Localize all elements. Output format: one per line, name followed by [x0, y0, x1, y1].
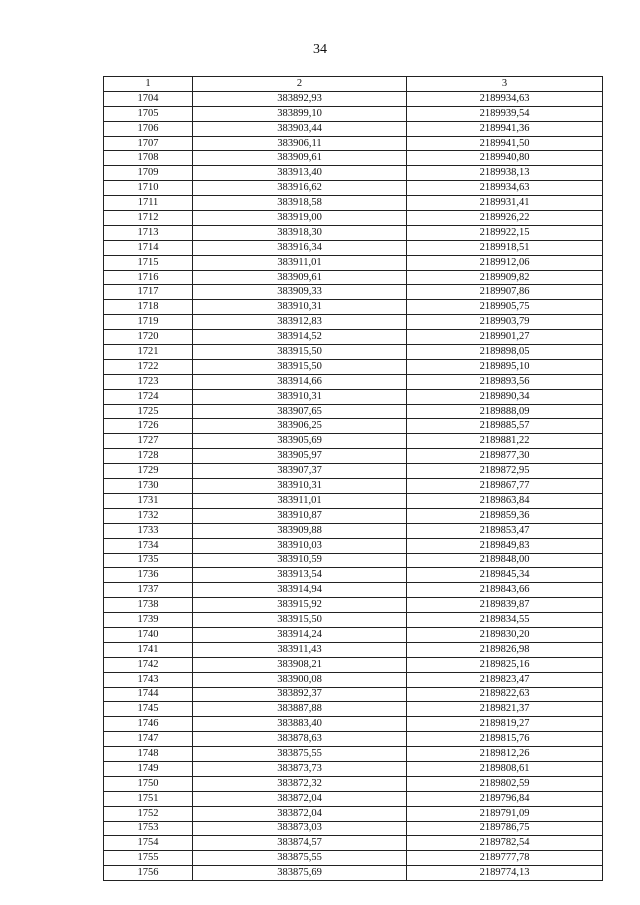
cell-x-coordinate: 383914,52: [193, 330, 407, 345]
cell-point-number: 1744: [104, 687, 193, 702]
table-row: [104, 613, 603, 628]
cell-point-number: 1732: [104, 508, 193, 523]
cell-y-coordinate: 2189849,83: [407, 538, 603, 553]
cell-y-coordinate: 2189819,27: [407, 717, 603, 732]
table-row: [104, 315, 603, 330]
cell-point-number: 1743: [104, 672, 193, 687]
cell-point-number: 1753: [104, 821, 193, 836]
cell-point-number: 1748: [104, 747, 193, 762]
table-row: [104, 270, 603, 285]
table-row: [104, 359, 603, 374]
table-body: [104, 91, 603, 880]
cell-x-coordinate: 383914,94: [193, 583, 407, 598]
cell-x-coordinate: 383906,25: [193, 419, 407, 434]
cell-point-number: 1714: [104, 240, 193, 255]
cell-y-coordinate: 2189834,55: [407, 613, 603, 628]
cell-point-number: 1733: [104, 523, 193, 538]
table-row: [104, 345, 603, 360]
table-row: [104, 225, 603, 240]
table-row: [104, 419, 603, 434]
cell-x-coordinate: 383872,04: [193, 791, 407, 806]
table-row: [104, 404, 603, 419]
table-row: [104, 732, 603, 747]
cell-y-coordinate: 2189885,57: [407, 419, 603, 434]
cell-point-number: 1731: [104, 493, 193, 508]
cell-y-coordinate: 2189825,16: [407, 657, 603, 672]
cell-x-coordinate: 383914,24: [193, 627, 407, 642]
cell-point-number: 1724: [104, 389, 193, 404]
cell-point-number: 1735: [104, 553, 193, 568]
cell-x-coordinate: 383911,01: [193, 493, 407, 508]
cell-y-coordinate: 2189822,63: [407, 687, 603, 702]
cell-y-coordinate: 2189890,34: [407, 389, 603, 404]
table-row: [104, 434, 603, 449]
cell-y-coordinate: 2189821,37: [407, 702, 603, 717]
cell-y-coordinate: 2189774,13: [407, 866, 603, 881]
cell-x-coordinate: 383892,93: [193, 91, 407, 106]
header-cell-point-number: 1: [104, 77, 193, 92]
table-row: [104, 866, 603, 881]
table-row: [104, 166, 603, 181]
cell-point-number: 1751: [104, 791, 193, 806]
table-row: [104, 806, 603, 821]
table-row: [104, 687, 603, 702]
cell-x-coordinate: 383910,03: [193, 538, 407, 553]
cell-point-number: 1749: [104, 761, 193, 776]
table-row: [104, 196, 603, 211]
cell-point-number: 1707: [104, 136, 193, 151]
cell-x-coordinate: 383907,65: [193, 404, 407, 419]
cell-point-number: 1718: [104, 300, 193, 315]
cell-point-number: 1734: [104, 538, 193, 553]
cell-y-coordinate: 2189872,95: [407, 464, 603, 479]
cell-y-coordinate: 2189912,06: [407, 255, 603, 270]
cell-y-coordinate: 2189918,51: [407, 240, 603, 255]
cell-y-coordinate: 2189941,50: [407, 136, 603, 151]
cell-y-coordinate: 2189881,22: [407, 434, 603, 449]
cell-point-number: 1745: [104, 702, 193, 717]
cell-x-coordinate: 383909,88: [193, 523, 407, 538]
cell-point-number: 1721: [104, 345, 193, 360]
cell-y-coordinate: 2189905,75: [407, 300, 603, 315]
table-row: [104, 598, 603, 613]
cell-y-coordinate: 2189907,86: [407, 285, 603, 300]
cell-point-number: 1713: [104, 225, 193, 240]
cell-y-coordinate: 2189941,36: [407, 121, 603, 136]
table-row: [104, 747, 603, 762]
cell-point-number: 1726: [104, 419, 193, 434]
cell-x-coordinate: 383892,37: [193, 687, 407, 702]
cell-x-coordinate: 383913,40: [193, 166, 407, 181]
cell-x-coordinate: 383875,55: [193, 851, 407, 866]
cell-y-coordinate: 2189903,79: [407, 315, 603, 330]
cell-x-coordinate: 383910,31: [193, 389, 407, 404]
cell-x-coordinate: 383909,61: [193, 151, 407, 166]
cell-point-number: 1747: [104, 732, 193, 747]
table-row: [104, 538, 603, 553]
cell-y-coordinate: 2189786,75: [407, 821, 603, 836]
table-row: [104, 553, 603, 568]
table-row: [104, 240, 603, 255]
cell-point-number: 1709: [104, 166, 193, 181]
cell-x-coordinate: 383878,63: [193, 732, 407, 747]
cell-y-coordinate: 2189839,87: [407, 598, 603, 613]
cell-point-number: 1756: [104, 866, 193, 881]
cell-y-coordinate: 2189848,00: [407, 553, 603, 568]
cell-x-coordinate: 383915,50: [193, 359, 407, 374]
page-number: 34: [313, 42, 327, 57]
cell-x-coordinate: 383915,92: [193, 598, 407, 613]
cell-point-number: 1717: [104, 285, 193, 300]
cell-point-number: 1727: [104, 434, 193, 449]
cell-y-coordinate: 2189901,27: [407, 330, 603, 345]
cell-point-number: 1737: [104, 583, 193, 598]
cell-y-coordinate: 2189823,47: [407, 672, 603, 687]
cell-y-coordinate: 2189812,26: [407, 747, 603, 762]
table-row: [104, 761, 603, 776]
table-row: [104, 627, 603, 642]
cell-point-number: 1725: [104, 404, 193, 419]
cell-x-coordinate: 383875,55: [193, 747, 407, 762]
cell-y-coordinate: 2189777,78: [407, 851, 603, 866]
cell-y-coordinate: 2189815,76: [407, 732, 603, 747]
table-row: [104, 776, 603, 791]
table-row: [104, 642, 603, 657]
cell-x-coordinate: 383873,73: [193, 761, 407, 776]
table-row: [104, 821, 603, 836]
cell-point-number: 1710: [104, 181, 193, 196]
table-row: [104, 211, 603, 226]
cell-y-coordinate: 2189940,80: [407, 151, 603, 166]
cell-x-coordinate: 383903,44: [193, 121, 407, 136]
cell-y-coordinate: 2189877,30: [407, 449, 603, 464]
table-row: [104, 121, 603, 136]
cell-y-coordinate: 2189830,20: [407, 627, 603, 642]
cell-x-coordinate: 383875,69: [193, 866, 407, 881]
cell-x-coordinate: 383873,03: [193, 821, 407, 836]
table-row: [104, 300, 603, 315]
cell-y-coordinate: 2189895,10: [407, 359, 603, 374]
cell-point-number: 1730: [104, 479, 193, 494]
table-row: [104, 836, 603, 851]
table-row: [104, 464, 603, 479]
table-row: [104, 389, 603, 404]
table-row: [104, 181, 603, 196]
cell-point-number: 1719: [104, 315, 193, 330]
header-cell-y: 3: [407, 77, 603, 92]
cell-y-coordinate: 2189853,47: [407, 523, 603, 538]
cell-x-coordinate: 383914,66: [193, 374, 407, 389]
cell-x-coordinate: 383911,43: [193, 642, 407, 657]
cell-point-number: 1716: [104, 270, 193, 285]
cell-x-coordinate: 383874,57: [193, 836, 407, 851]
cell-point-number: 1736: [104, 568, 193, 583]
cell-x-coordinate: 383910,31: [193, 300, 407, 315]
cell-point-number: 1738: [104, 598, 193, 613]
cell-x-coordinate: 383912,83: [193, 315, 407, 330]
cell-x-coordinate: 383910,87: [193, 508, 407, 523]
table-row: [104, 508, 603, 523]
coordinates-table: [103, 76, 603, 881]
cell-y-coordinate: 2189863,84: [407, 493, 603, 508]
cell-point-number: 1715: [104, 255, 193, 270]
table-header: [104, 77, 603, 92]
cell-y-coordinate: 2189843,66: [407, 583, 603, 598]
cell-point-number: 1729: [104, 464, 193, 479]
cell-y-coordinate: 2189934,63: [407, 91, 603, 106]
cell-point-number: 1723: [104, 374, 193, 389]
table-row: [104, 791, 603, 806]
table-row: [104, 285, 603, 300]
cell-y-coordinate: 2189931,41: [407, 196, 603, 211]
cell-x-coordinate: 383919,00: [193, 211, 407, 226]
cell-x-coordinate: 383905,97: [193, 449, 407, 464]
cell-y-coordinate: 2189808,61: [407, 761, 603, 776]
table-row: [104, 479, 603, 494]
cell-x-coordinate: 383915,50: [193, 345, 407, 360]
cell-x-coordinate: 383909,61: [193, 270, 407, 285]
cell-x-coordinate: 383872,32: [193, 776, 407, 791]
table-row: [104, 255, 603, 270]
cell-y-coordinate: 2189791,09: [407, 806, 603, 821]
cell-y-coordinate: 2189782,54: [407, 836, 603, 851]
cell-x-coordinate: 383909,33: [193, 285, 407, 300]
table-row: [104, 717, 603, 732]
cell-point-number: 1750: [104, 776, 193, 791]
cell-y-coordinate: 2189893,56: [407, 374, 603, 389]
table-row: [104, 523, 603, 538]
table-row: [104, 493, 603, 508]
cell-x-coordinate: 383910,59: [193, 553, 407, 568]
cell-point-number: 1755: [104, 851, 193, 866]
cell-point-number: 1740: [104, 627, 193, 642]
cell-point-number: 1711: [104, 196, 193, 211]
cell-point-number: 1754: [104, 836, 193, 851]
cell-point-number: 1722: [104, 359, 193, 374]
table-row: [104, 583, 603, 598]
cell-point-number: 1706: [104, 121, 193, 136]
cell-y-coordinate: 2189934,63: [407, 181, 603, 196]
cell-x-coordinate: 383906,11: [193, 136, 407, 151]
cell-point-number: 1712: [104, 211, 193, 226]
cell-y-coordinate: 2189796,84: [407, 791, 603, 806]
cell-y-coordinate: 2189926,22: [407, 211, 603, 226]
cell-x-coordinate: 383872,04: [193, 806, 407, 821]
cell-y-coordinate: 2189867,77: [407, 479, 603, 494]
cell-y-coordinate: 2189939,54: [407, 106, 603, 121]
cell-y-coordinate: 2189898,05: [407, 345, 603, 360]
cell-point-number: 1704: [104, 91, 193, 106]
cell-x-coordinate: 383883,40: [193, 717, 407, 732]
cell-y-coordinate: 2189845,34: [407, 568, 603, 583]
table-row: [104, 851, 603, 866]
cell-x-coordinate: 383900,08: [193, 672, 407, 687]
cell-x-coordinate: 383911,01: [193, 255, 407, 270]
cell-point-number: 1720: [104, 330, 193, 345]
table-row: [104, 672, 603, 687]
cell-point-number: 1752: [104, 806, 193, 821]
cell-x-coordinate: 383899,10: [193, 106, 407, 121]
cell-x-coordinate: 383908,21: [193, 657, 407, 672]
table-row: [104, 106, 603, 121]
cell-y-coordinate: 2189938,13: [407, 166, 603, 181]
cell-x-coordinate: 383918,58: [193, 196, 407, 211]
table-row: [104, 374, 603, 389]
cell-y-coordinate: 2189922,15: [407, 225, 603, 240]
header-row: [104, 77, 603, 92]
cell-x-coordinate: 383916,34: [193, 240, 407, 255]
cell-point-number: 1741: [104, 642, 193, 657]
cell-y-coordinate: 2189802,59: [407, 776, 603, 791]
cell-x-coordinate: 383907,37: [193, 464, 407, 479]
cell-point-number: 1746: [104, 717, 193, 732]
cell-x-coordinate: 383918,30: [193, 225, 407, 240]
table-row: [104, 330, 603, 345]
cell-point-number: 1739: [104, 613, 193, 628]
cell-x-coordinate: 383916,62: [193, 181, 407, 196]
cell-x-coordinate: 383915,50: [193, 613, 407, 628]
cell-y-coordinate: 2189859,36: [407, 508, 603, 523]
cell-x-coordinate: 383910,31: [193, 479, 407, 494]
cell-y-coordinate: 2189826,98: [407, 642, 603, 657]
table-row: [104, 702, 603, 717]
cell-x-coordinate: 383905,69: [193, 434, 407, 449]
cell-y-coordinate: 2189888,09: [407, 404, 603, 419]
table-row: [104, 136, 603, 151]
table-row: [104, 151, 603, 166]
table-row: [104, 568, 603, 583]
table-row: [104, 657, 603, 672]
cell-point-number: 1705: [104, 106, 193, 121]
cell-point-number: 1708: [104, 151, 193, 166]
cell-point-number: 1728: [104, 449, 193, 464]
header-cell-x: 2: [193, 77, 407, 92]
cell-x-coordinate: 383887,88: [193, 702, 407, 717]
cell-x-coordinate: 383913,54: [193, 568, 407, 583]
table-row: [104, 449, 603, 464]
cell-y-coordinate: 2189909,82: [407, 270, 603, 285]
cell-point-number: 1742: [104, 657, 193, 672]
table-row: [104, 91, 603, 106]
